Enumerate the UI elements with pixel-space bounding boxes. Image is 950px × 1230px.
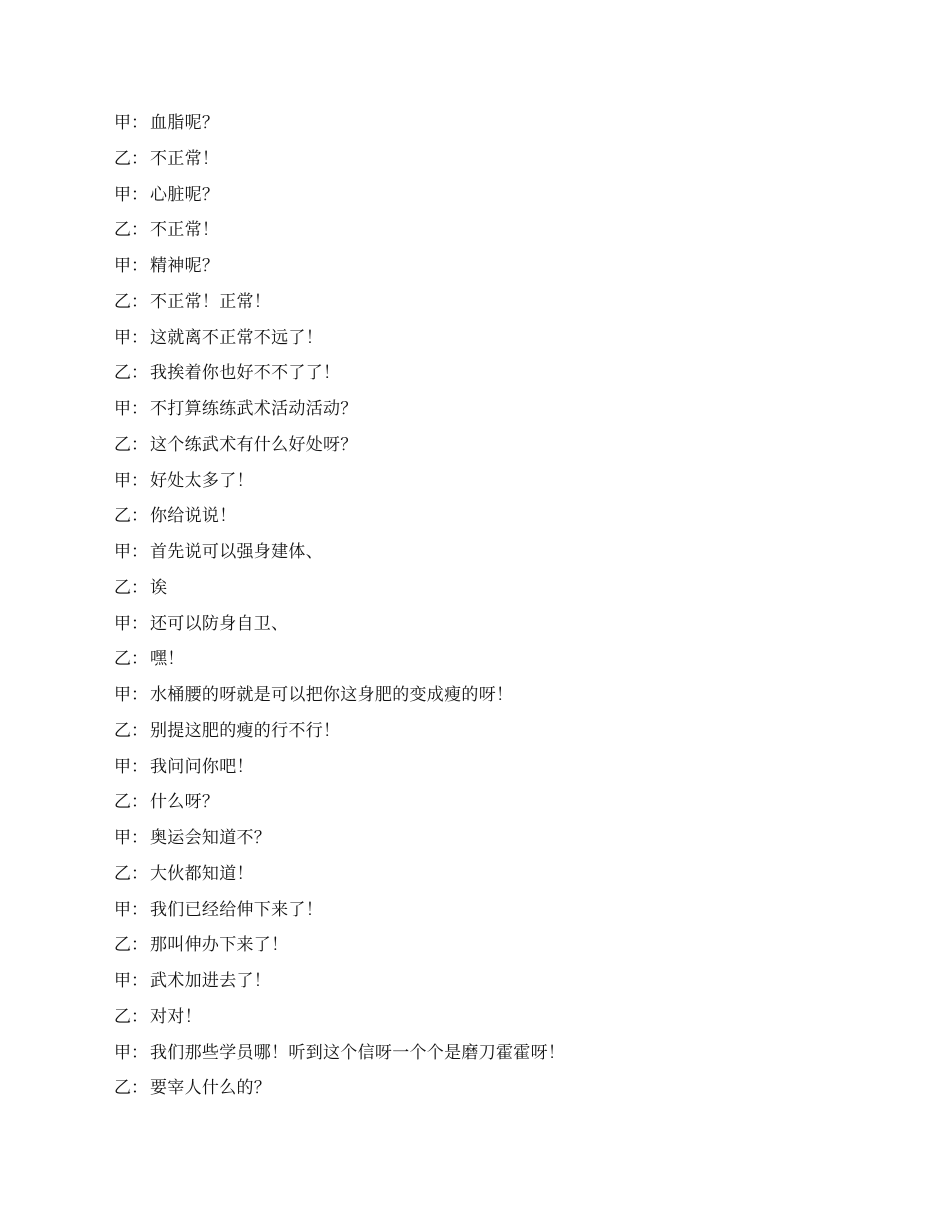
- utterance-text: 水桶腰的呀就是可以把你这身肥的变成瘦的呀！: [150, 685, 514, 705]
- speaker-separator: ：: [131, 327, 148, 348]
- dialogue-line: [114, 433, 874, 469]
- dialogue-line: [114, 647, 874, 683]
- speaker-separator: ：: [131, 256, 148, 276]
- speaker-separator: ：: [131, 220, 148, 241]
- speaker-label: 甲: [114, 470, 131, 491]
- speaker-separator: ：: [131, 542, 148, 562]
- speaker-separator: ：: [131, 756, 148, 777]
- speaker-label: 乙: [114, 291, 131, 312]
- speaker-separator: ：: [131, 971, 148, 991]
- speaker-label: 甲: [114, 756, 131, 777]
- dialogue-line: [114, 504, 874, 540]
- dialogue-line: [114, 290, 874, 326]
- speaker-separator: ：: [131, 113, 148, 133]
- speaker-separator: ：: [131, 184, 148, 205]
- speaker-label: 乙: [114, 649, 131, 670]
- speaker-label: 乙: [114, 363, 131, 384]
- dialogue-line: [114, 862, 874, 898]
- speaker-label: 乙: [114, 506, 131, 527]
- speaker-separator: ：: [131, 577, 148, 598]
- speaker-label: 乙: [114, 935, 131, 956]
- dialogue-line: [114, 755, 874, 791]
- speaker-label: 甲: [114, 184, 131, 205]
- dialogue-line: [114, 683, 874, 719]
- dialogue-line: [114, 183, 874, 219]
- utterance-text: 不正常！正常！: [150, 291, 272, 312]
- speaker-label: 甲: [114, 971, 131, 991]
- speaker-separator: ：: [131, 649, 148, 670]
- dialogue-line: [114, 1076, 874, 1112]
- speaker-separator: ：: [131, 613, 148, 634]
- dialogue-line: [114, 719, 874, 755]
- speaker-label: 甲: [114, 256, 131, 276]
- speaker-separator: ：: [131, 720, 148, 741]
- speaker-separator: ：: [131, 434, 148, 455]
- dialogue-line: [114, 326, 874, 362]
- speaker-separator: ：: [131, 363, 148, 384]
- dialogue-line: [114, 898, 874, 934]
- utterance-text: 大伙都知道！: [150, 863, 254, 884]
- dialogue-line: [114, 933, 874, 969]
- utterance-text: 我挨着你也好不不了了！: [150, 363, 341, 384]
- dialogue-line: [114, 254, 874, 290]
- speaker-separator: ：: [131, 685, 148, 705]
- speaker-label: 甲: [114, 399, 131, 419]
- speaker-separator: ：: [131, 291, 148, 312]
- dialogue-line: [114, 111, 874, 147]
- dialogue-transcript: [114, 111, 874, 1112]
- utterance-text: 不正常！: [150, 148, 220, 169]
- speaker-separator: ：: [131, 863, 148, 884]
- speaker-separator: ：: [131, 1042, 148, 1063]
- speaker-label: 乙: [114, 434, 131, 455]
- utterance-text: 还可以防身自卫、: [150, 613, 289, 634]
- utterance-text: 别提这肥的瘦的行不行！: [150, 720, 341, 741]
- dialogue-line: [114, 147, 874, 183]
- utterance-text: 武术加进去了！: [150, 971, 272, 991]
- speaker-separator: ：: [131, 1006, 148, 1027]
- speaker-label: 乙: [114, 220, 131, 241]
- dialogue-line: [114, 397, 874, 433]
- speaker-label: 甲: [114, 113, 131, 133]
- utterance-text: 什么呀？: [150, 792, 220, 813]
- utterance-text: 我们那些学员哪！听到这个信呀一个个是磨刀霍霍呀！: [150, 1042, 566, 1063]
- utterance-text: 嘿！: [150, 649, 185, 670]
- utterance-text: 奥运会知道不？: [150, 828, 272, 848]
- utterance-text: 精神呢？: [150, 256, 220, 276]
- dialogue-line: [114, 1005, 874, 1041]
- dialogue-line: [114, 969, 874, 1005]
- speaker-label: 乙: [114, 792, 131, 813]
- utterance-text: 不打算练练武术活动活动？: [150, 399, 358, 419]
- speaker-separator: ：: [131, 1078, 148, 1099]
- dialogue-line: [114, 540, 874, 576]
- speaker-label: 甲: [114, 613, 131, 634]
- speaker-separator: ：: [131, 935, 148, 956]
- dialogue-line: [114, 361, 874, 397]
- utterance-text: 血脂呢？: [150, 113, 220, 133]
- utterance-text: 对对！: [150, 1006, 202, 1027]
- speaker-separator: ：: [131, 470, 148, 491]
- dialogue-line: [114, 826, 874, 862]
- speaker-label: 甲: [114, 327, 131, 348]
- speaker-label: 乙: [114, 1078, 131, 1099]
- utterance-text: 我们已经给伸下来了！: [150, 899, 323, 920]
- speaker-label: 甲: [114, 899, 131, 920]
- utterance-text: 这个练武术有什么好处呀？: [150, 434, 358, 455]
- speaker-label: 乙: [114, 1006, 131, 1027]
- dialogue-line: [114, 790, 874, 826]
- utterance-text: 心脏呢？: [150, 184, 220, 205]
- speaker-label: 乙: [114, 720, 131, 741]
- utterance-text: 要宰人什么的？: [150, 1078, 272, 1099]
- dialogue-line: [114, 1041, 874, 1077]
- dialogue-line: [114, 469, 874, 505]
- utterance-text: 我问问你吧！: [150, 756, 254, 777]
- speaker-label: 乙: [114, 148, 131, 169]
- dialogue-line: [114, 218, 874, 254]
- speaker-separator: ：: [131, 828, 148, 848]
- utterance-text: 这就离不正常不远了！: [150, 327, 323, 348]
- dialogue-line: [114, 576, 874, 612]
- utterance-text: 好处太多了！: [150, 470, 254, 491]
- utterance-text: 诶: [150, 577, 168, 598]
- speaker-label: 甲: [114, 828, 131, 848]
- speaker-separator: ：: [131, 899, 148, 920]
- speaker-separator: ：: [131, 148, 148, 169]
- speaker-label: 甲: [114, 1042, 131, 1063]
- speaker-label: 乙: [114, 863, 131, 884]
- speaker-label: 甲: [114, 542, 131, 562]
- utterance-text: 你给说说！: [150, 506, 237, 527]
- speaker-label: 甲: [114, 685, 131, 705]
- utterance-text: 首先说可以强身建体、: [150, 542, 323, 562]
- dialogue-line: [114, 612, 874, 648]
- speaker-separator: ：: [131, 792, 148, 813]
- speaker-separator: ：: [131, 399, 148, 419]
- utterance-text: 不正常！: [150, 220, 220, 241]
- speaker-label: 乙: [114, 577, 131, 598]
- utterance-text: 那叫伸办下来了！: [150, 935, 289, 956]
- speaker-separator: ：: [131, 506, 148, 527]
